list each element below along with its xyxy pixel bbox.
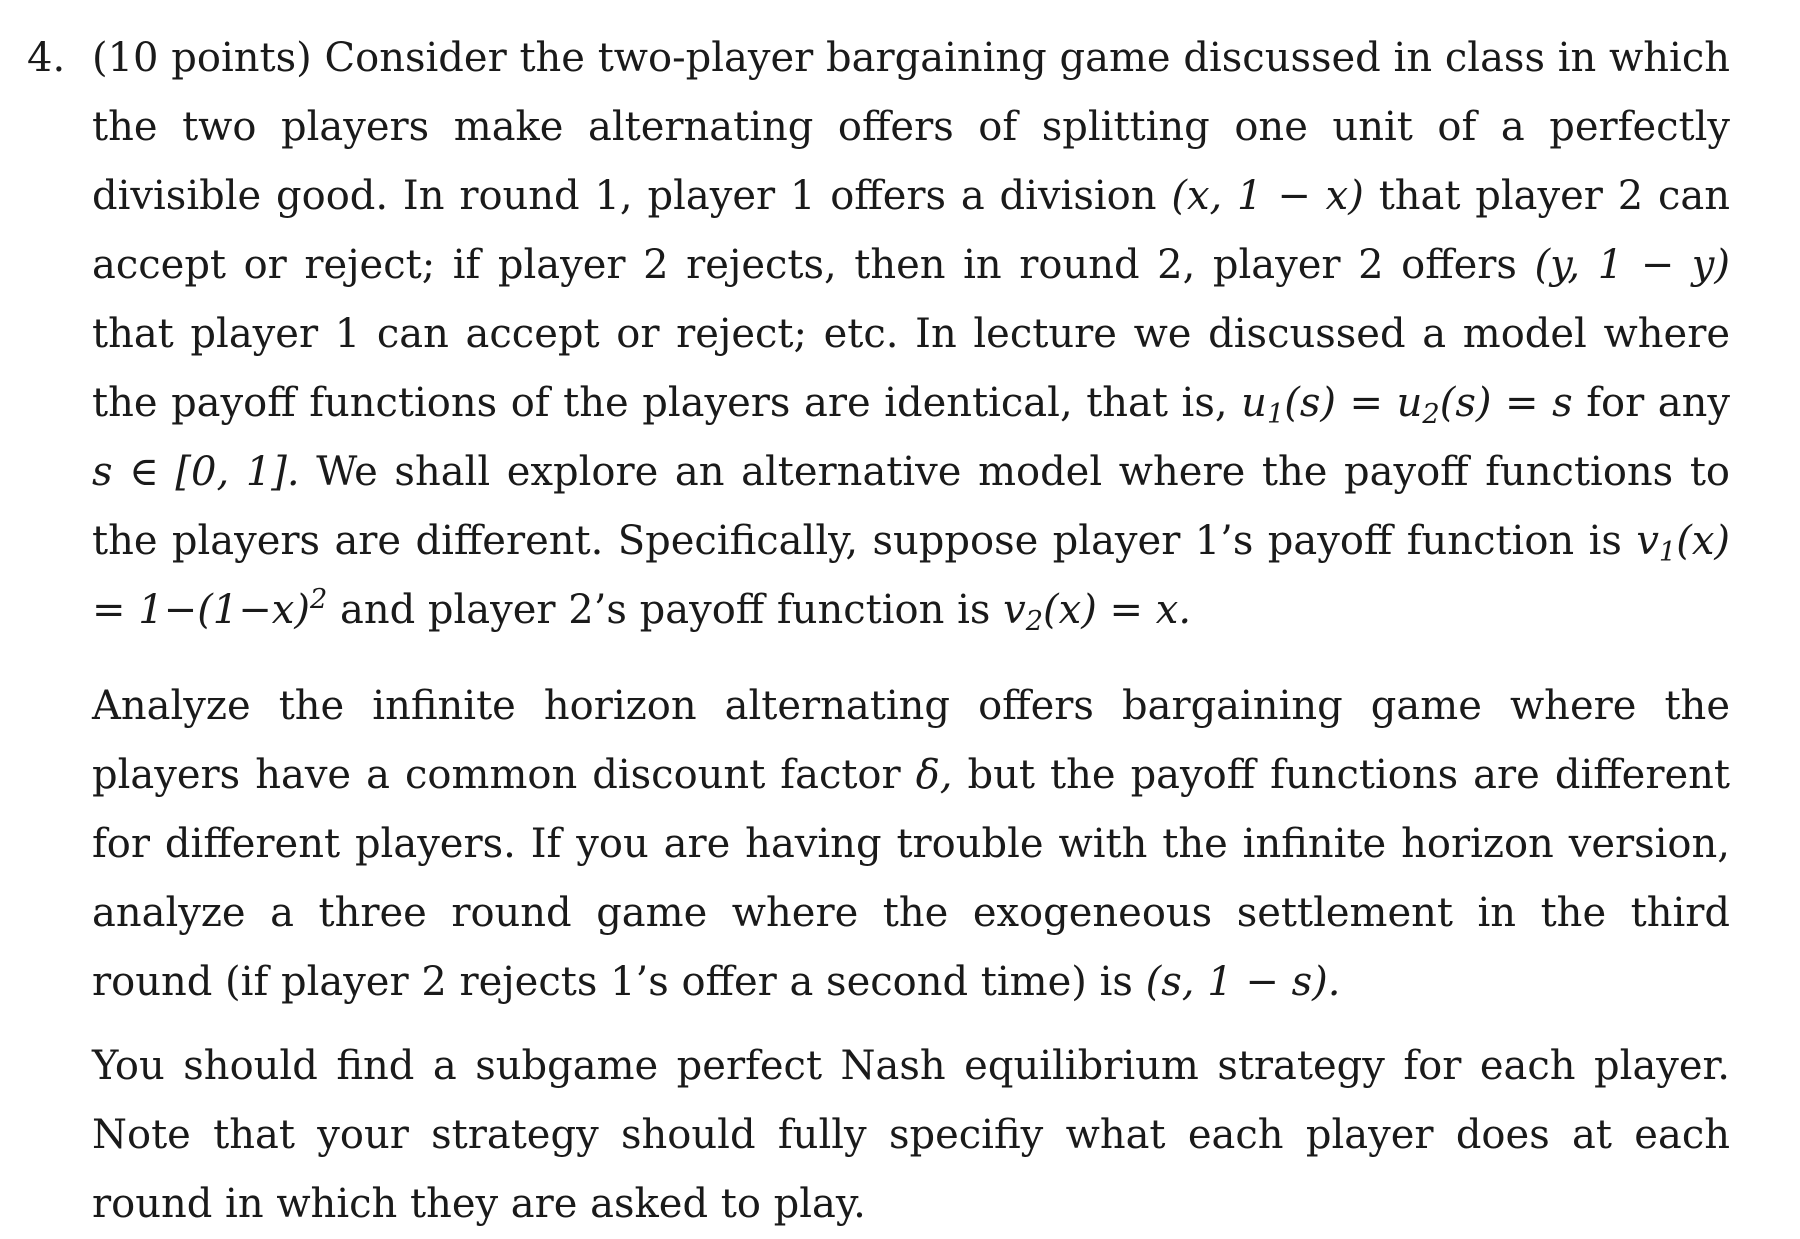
text-segment: Consider the two-player bargaining game discussed in class in which the two players make alternating offers of splitting one unit of a perfectly divisible good. In round 1, player 1 offers a division <box>92 35 1731 219</box>
problem-number: 4. <box>27 35 66 81</box>
instruction-paragraph: You should find a subgame perfect Nash equilibrium strategy for each player. Note that your strategy should fully specifiy what each player does at each round in which they are asked to play. <box>92 1043 1730 1227</box>
analysis-paragraph <box>92 672 1730 1017</box>
math-division-x: (x, 1 − x) <box>1171 173 1364 219</box>
text-segment: Analyze the infinite horizon alternating offers bargaining game where the players have a common discount factor <box>92 683 1730 798</box>
math-v2-payoff: $v_2(x) = x$. <box>1003 587 1192 637</box>
problem-statement-paragraph <box>92 24 1730 645</box>
math-settlement: (s, 1 − s). <box>1145 959 1341 1005</box>
text-segment: for any <box>1586 380 1731 426</box>
text-segment: that player 1 can accept or reject; etc. In lecture we discussed a model where the payoff functions of the players are identical, that is, <box>92 311 1730 426</box>
text-segment: and player 2’s payoff function is <box>339 587 991 633</box>
text-segment: but the payoff functions are different for different players. If you are having trouble with the infinite horizon version, analyze a three round game where the exogeneous settlement in the third round (if player 2 rejects 1’s offer a second time) is <box>92 752 1730 1005</box>
math-s-domain: s ∈ [0, 1]. <box>92 449 300 495</box>
points-label: (10 points) <box>92 35 312 81</box>
math-u-payoffs: $u_1(s) = u_2(s) = s$ <box>1241 380 1573 430</box>
math-v1-payoff: $v_1(x) = 1-(1-x)^2$ <box>92 518 1731 633</box>
text-segment: that player 2 can accept or reject; if player 2 rejects, then in round 2, player 2 offers <box>92 173 1731 288</box>
math-delta: δ, <box>915 752 953 798</box>
text-segment: We shall explore an alternative model where the payoff functions to the players are different. Specifically, suppose player 1’s payoff function is <box>92 449 1730 564</box>
math-division-y: (y, 1 − y) <box>1534 242 1730 288</box>
